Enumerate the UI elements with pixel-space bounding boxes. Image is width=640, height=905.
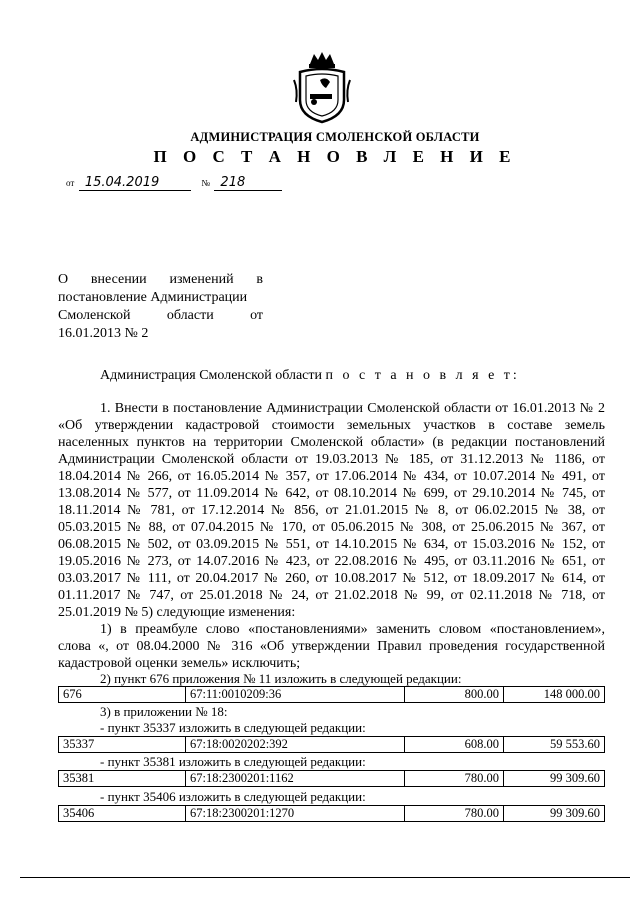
caption-item-3: 3) в приложении № 18: bbox=[100, 704, 228, 719]
table-cell: 99 309.60 bbox=[504, 771, 605, 787]
document-type-title: П О С Т А Н О В Л Е Н И Е bbox=[153, 147, 517, 166]
table-35406 bbox=[58, 805, 605, 822]
table-cell: 67:18:2300201:1270 bbox=[186, 806, 405, 822]
table-cell: 35381 bbox=[59, 771, 186, 787]
table-cell: 780.00 bbox=[405, 806, 504, 822]
subject-block bbox=[58, 271, 263, 343]
date-prefix: от bbox=[66, 178, 75, 188]
table-cell: 67:18:2300201:1162 bbox=[186, 771, 405, 787]
caption-35381: - пункт 35381 изложить в следующей редакции: bbox=[100, 754, 366, 769]
subject-line: постановление Администрации bbox=[58, 290, 248, 305]
table-cell: 800.00 bbox=[405, 687, 504, 703]
organization-title: АДМИНИСТРАЦИЯ СМОЛЕНСКОЙ ОБЛАСТИ bbox=[190, 130, 480, 144]
preamble-word: п о с т а н о в л я е т: bbox=[325, 368, 520, 383]
paragraph-item-1: 1. Внести в постановление Администрации Смоленской области от 16.01.2013 № 2 «Об утверждении кадастровой стоимости земельных участков в составе земель населенных пунктов на территории Смоленской области» (в редакции постановлений Администрации Смоленской области от 19.03.2013 № 185, от 31.12.2013 № 1186, от 18.04.2014 № 266, от 16.05.2014 № 357, от 17.06.2014 № 434, от 10.07.2014 № 491, от 13.08.2014 № 577, от 11.09.2014 № 642, от 08.10.2014 № 699, от 29.10.2014 № 745, от 18.11.2014 № 781, от 17.12.2014 № 856, от 21.01.2015 № 8, от 06.02.2015 № 38, от 05.03.2015 № 88, от 07.04.2015 № 170, от 05.06.2015 № 308, от 25.06.2015 № 367, от 06.08.2015 № 502, от 03.09.2015 № 551, от 14.10.2015 № 634, от 15.03.2016 № 152, от 19.05.2016 № 273, от 14.07.2016 № 423, от 22.08.2016 № 495, от 03.11.2016 № 651, от 03.03.2017 № 111, от 20.04.2017 № 260, от 10.08.2017 № 512, от 18.09.2017 № 614, от 01.11.2017 № 747, от 25.01.2018 № 24, от 21.02.2018 № 99, от 02.11.2018 № 718, от 25.01.2019 № 5) следующие изменения: bbox=[58, 401, 605, 620]
table-row bbox=[59, 806, 605, 822]
table-cell: 67:11:0010209:36 bbox=[186, 687, 405, 703]
paragraph-sub-1: 1) в преамбуле слово «постановлениями» заменить словом «постановлением», слова «, от 08.04.2000 № 316 «Об утверждении Правил проведения государственной кадастровой оценки земель» исключить; bbox=[58, 622, 605, 671]
date-number-line bbox=[66, 176, 282, 191]
caption-35337: - пункт 35337 изложить в следующей редакции: bbox=[100, 720, 366, 735]
number-prefix: № bbox=[201, 178, 210, 188]
handwritten-date: 15.04.2019 bbox=[79, 176, 191, 191]
table-cell: 148 000.00 bbox=[504, 687, 605, 703]
table-676 bbox=[58, 686, 605, 703]
preamble-lead: Администрация Смоленской области bbox=[100, 368, 323, 383]
table-cell: 35406 bbox=[59, 806, 186, 822]
subject-line: Смоленской области от bbox=[58, 308, 263, 323]
table-35337 bbox=[58, 736, 605, 753]
table-row bbox=[59, 771, 605, 787]
table-cell: 59 553.60 bbox=[504, 737, 605, 753]
table-row bbox=[59, 687, 605, 703]
caption-35406: - пункт 35406 изложить в следующей редакции: bbox=[100, 789, 366, 804]
table-row bbox=[59, 737, 605, 753]
table-cell: 67:18:0020202:392 bbox=[186, 737, 405, 753]
coat-of-arms-emblem bbox=[290, 50, 354, 126]
table-cell: 676 bbox=[59, 687, 186, 703]
subject-line: О внесении изменений в bbox=[58, 272, 263, 287]
table-cell: 608.00 bbox=[405, 737, 504, 753]
preamble-line bbox=[100, 368, 520, 384]
table-35381 bbox=[58, 770, 605, 787]
table-cell: 35337 bbox=[59, 737, 186, 753]
subject-line: 16.01.2013 № 2 bbox=[58, 326, 149, 341]
bottom-divider bbox=[20, 877, 630, 878]
body-text bbox=[58, 400, 605, 672]
table-cell: 780.00 bbox=[405, 771, 504, 787]
caption-item-2: 2) пункт 676 приложения № 11 изложить в следующей редакции: bbox=[100, 671, 462, 686]
table-cell: 99 309.60 bbox=[504, 806, 605, 822]
handwritten-number: 218 bbox=[214, 176, 282, 191]
